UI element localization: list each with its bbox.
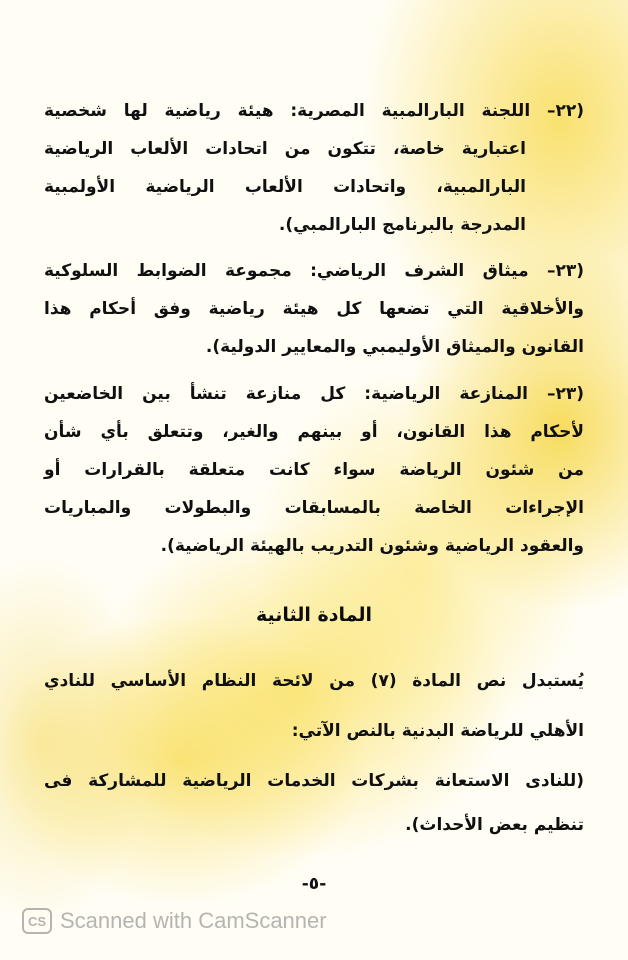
text-line: (للنادى الاستعانة بشركات الخدمات الرياضية للمشاركة فى [44, 771, 584, 791]
text-line: (٢٢– اللجنة البارالمبية المصرية: هيئة رياضية لها شخصية [44, 101, 584, 121]
scanner-watermark [22, 906, 327, 936]
camscanner-logo-icon: CS [22, 908, 52, 934]
text-line: البارالمبية، واتحادات الألعاب الرياضية الأولمبية [44, 177, 526, 197]
text-line: (٢٣– المنازعة الرياضية: كل منازعة تنشأ بين الخاضعين [44, 384, 584, 404]
text-line: اعتبارية خاصة، تتكون من اتحادات الألعاب الرياضية [44, 139, 526, 159]
text-line: المدرجة بالبرنامج البارالمبي). [278, 215, 526, 235]
article-paragraph [44, 762, 584, 844]
text-line: لأحكام هذا القانون، أو بينهم والغير، وتتعلق بأي شأن [44, 422, 584, 442]
text-line: القانون والميثاق الأوليمبي والمعايير الدولية). [205, 337, 584, 357]
watermark-text: Scanned with CamScanner [60, 908, 327, 933]
article-body [44, 0, 584, 960]
text-line: والعقود الرياضية وشئون التدريب بالهيئة الرياضية). [160, 536, 584, 556]
article-paragraph [44, 662, 584, 750]
text-line: تنظيم بعض الأحداث). [405, 815, 584, 835]
text-line: والأخلاقية التي تضعها كل هيئة رياضية وفق أحكام هذا [44, 299, 584, 319]
text-line: الإجراءات الخاصة بالمسابقات والبطولات والمباريات [44, 498, 584, 518]
text-line: يُستبدل نص المادة (٧) من لائحة النظام الأساسي للنادي [44, 671, 585, 691]
text-line: الأهلي للرياضة البدنية بالنص الآتي: [291, 721, 584, 741]
section-heading: المادة الثانية [255, 604, 373, 626]
text-line: (٢٣– ميثاق الشرف الرياضي: مجموعة الضوابط السلوكية [44, 261, 584, 281]
page-number: -٥- [301, 874, 327, 894]
text-line: من شئون الرياضة سواء كانت متعلقة بالقرارات أو [44, 460, 584, 480]
